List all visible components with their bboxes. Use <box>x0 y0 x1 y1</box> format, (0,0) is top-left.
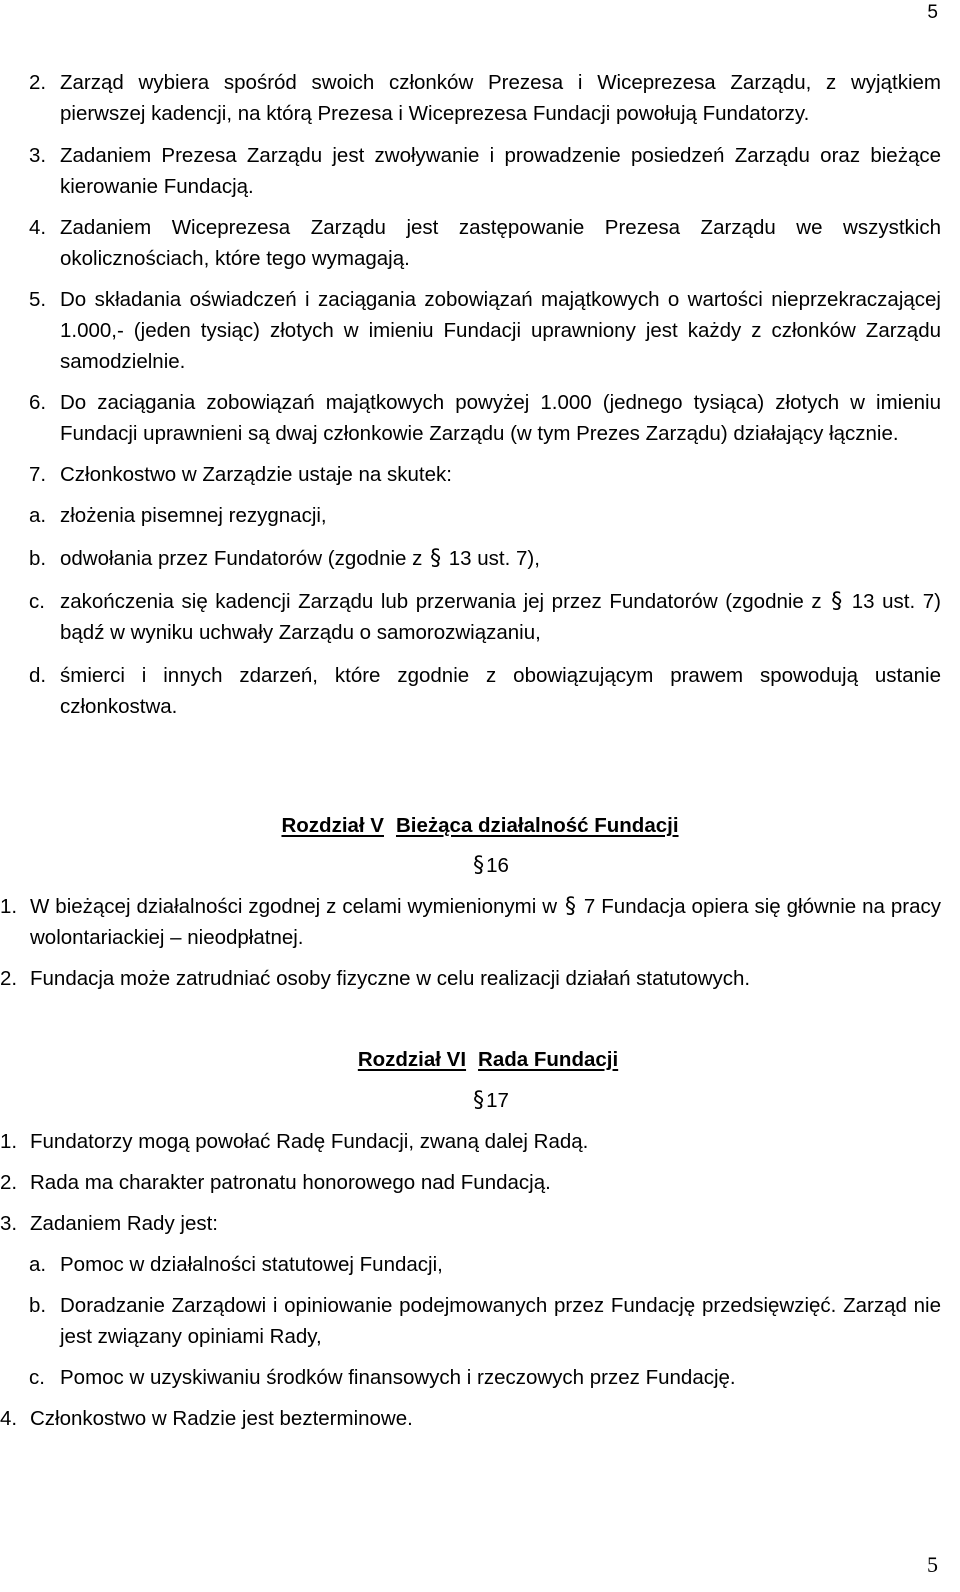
item-letter: a. <box>29 1253 47 1276</box>
item-letter: c. <box>29 1366 45 1389</box>
list-item <box>0 1290 941 1352</box>
item-text: Fundacja może zatrudniać osoby fizyczne w celu realizacji działań statutowych. <box>30 967 751 990</box>
item-text: Pomoc w działalności statutowej Fundacji, <box>60 1253 443 1276</box>
chapter-number: Rozdział VI <box>357 1048 467 1071</box>
item-text: Zadaniem Wiceprezesa Zarządu jest zastępowanie Prezesa Zarządu we wszystkich okolicznościach, które tego wymagają. <box>60 216 941 270</box>
item-number: 2. <box>29 71 47 94</box>
list-item <box>0 1362 941 1393</box>
list-item <box>29 387 941 449</box>
list-item <box>29 67 941 129</box>
item-number: 6. <box>29 391 47 414</box>
paragraph-symbol: § <box>831 589 843 614</box>
list-item <box>29 284 941 377</box>
list-item <box>0 963 941 994</box>
item-text: złożenia pisemnej rezygnacji, <box>60 504 327 527</box>
board-section <box>29 67 941 722</box>
item-text: Doradzanie Zarządowi i opiniowanie podejmowanych przez Fundację przedsięwzięć. Zarząd nie jest związany opiniami Rady, <box>60 1294 941 1348</box>
item-text: Zarząd wybiera spośród swoich członków Prezesa i Wiceprezesa Zarządu, z wyjątkiem pierwszej kadencji, na którą Prezesa i Wiceprezesa Fundacji powołują Fundatorzy. <box>60 71 941 125</box>
text-segment: 13 ust. 7), <box>443 547 540 570</box>
list-item <box>29 459 941 490</box>
item-text: Rada ma charakter patronatu honorowego nad Fundacją. <box>30 1171 551 1194</box>
list-item <box>0 1126 941 1157</box>
item-number: 2. <box>0 967 18 990</box>
item-letter: a. <box>29 504 47 527</box>
paragraph-number: 16 <box>486 854 509 877</box>
paragraph-symbol: § <box>564 894 576 919</box>
item-number: 1. <box>0 895 18 918</box>
list-item <box>29 586 941 648</box>
item-number: 1. <box>0 1130 18 1153</box>
item-text: śmierci i innych zdarzeń, które zgodnie z obowiązującym prawem spowodują ustanie członkostwa. <box>60 664 941 718</box>
page-number-bottom: 5 <box>927 1552 938 1577</box>
item-text <box>30 891 941 953</box>
chapter5-section <box>0 891 941 994</box>
list-item <box>0 1249 941 1280</box>
item-number: 5. <box>29 288 47 311</box>
item-letter: d. <box>29 664 47 687</box>
item-letter: c. <box>29 590 45 613</box>
chapter-heading <box>0 812 960 840</box>
paragraph-symbol: § <box>473 1088 485 1113</box>
item-text: Członkostwo w Radzie jest bezterminowe. <box>30 1407 413 1430</box>
item-text <box>60 543 941 574</box>
chapter-title: Rada Fundacji <box>478 1048 619 1071</box>
chapter-heading <box>8 1046 960 1074</box>
list-item <box>29 543 941 574</box>
text-segment: odwołania przez Fundatorów (zgodnie z <box>60 547 429 570</box>
paragraph-symbol: § <box>473 853 485 878</box>
text-segment: zakończenia się kadencji Zarządu lub przerwania jej przez Fundatorów (zgodnie z <box>60 590 830 613</box>
page-number-top: 5 <box>927 2 938 23</box>
item-text: Członkostwo w Zarządzie ustaje na skutek: <box>60 463 452 486</box>
list-item <box>0 891 941 953</box>
item-number: 2. <box>0 1171 18 1194</box>
item-text: Zadaniem Prezesa Zarządu jest zwoływanie i prowadzenie posiedzeń Zarządu oraz bieżące kierowanie Fundacją. <box>60 144 941 198</box>
list-item <box>0 1167 941 1198</box>
list-item <box>29 500 941 531</box>
paragraph-number: 17 <box>486 1089 509 1112</box>
paragraph-symbol: § <box>430 546 442 571</box>
paragraph-heading <box>10 1087 960 1115</box>
item-number: 7. <box>29 463 47 486</box>
text-segment: 13 ust. 7) bądź w wyniku uchwały Zarządu o samorozwiązaniu, <box>60 590 941 644</box>
list-item <box>0 1208 941 1239</box>
chapter-title: Bieżąca działalność Fundacji <box>395 814 679 837</box>
item-text <box>60 586 941 648</box>
list-item <box>29 140 941 202</box>
text-segment: W bieżącej działalności zgodnej z celami wymienionymi w <box>30 895 563 918</box>
list-item <box>29 212 941 274</box>
item-text: Do zaciągania zobowiązań majątkowych powyżej 1.000 (jednego tysiąca) złotych w imieniu Fundacji uprawnieni są dwaj członkowie Zarządu (w tym Prezes Zarządu) działający łącznie. <box>60 391 941 445</box>
item-number: 4. <box>0 1407 18 1430</box>
item-text: Zadaniem Rady jest: <box>30 1212 219 1235</box>
chapter6-section <box>0 1126 941 1434</box>
item-number: 4. <box>29 216 47 239</box>
item-letter: b. <box>29 547 47 570</box>
item-text: Do składania oświadczeń i zaciągania zobowiązań majątkowych o wartości nieprzekraczającej 1.000,- (jeden tysiąc) złotych w imieniu Fundacji uprawniony jest każdy z członków Zarządu samodzielnie. <box>60 288 941 373</box>
item-number: 3. <box>0 1212 18 1235</box>
list-item <box>0 1403 941 1434</box>
item-text: Fundatorzy mogą powołać Radę Fundacji, zwaną dalej Radą. <box>30 1130 589 1153</box>
text-segment: 7 Fundacja opiera się głównie na pracy wolontariackiej – nieodpłatnej. <box>30 895 941 949</box>
item-letter: b. <box>29 1294 47 1317</box>
item-number: 3. <box>29 144 47 167</box>
list-item <box>29 660 941 722</box>
chapter-number: Rozdział V <box>281 814 384 837</box>
paragraph-heading <box>10 852 960 880</box>
item-text: Pomoc w uzyskiwaniu środków finansowych i rzeczowych przez Fundację. <box>60 1366 736 1389</box>
